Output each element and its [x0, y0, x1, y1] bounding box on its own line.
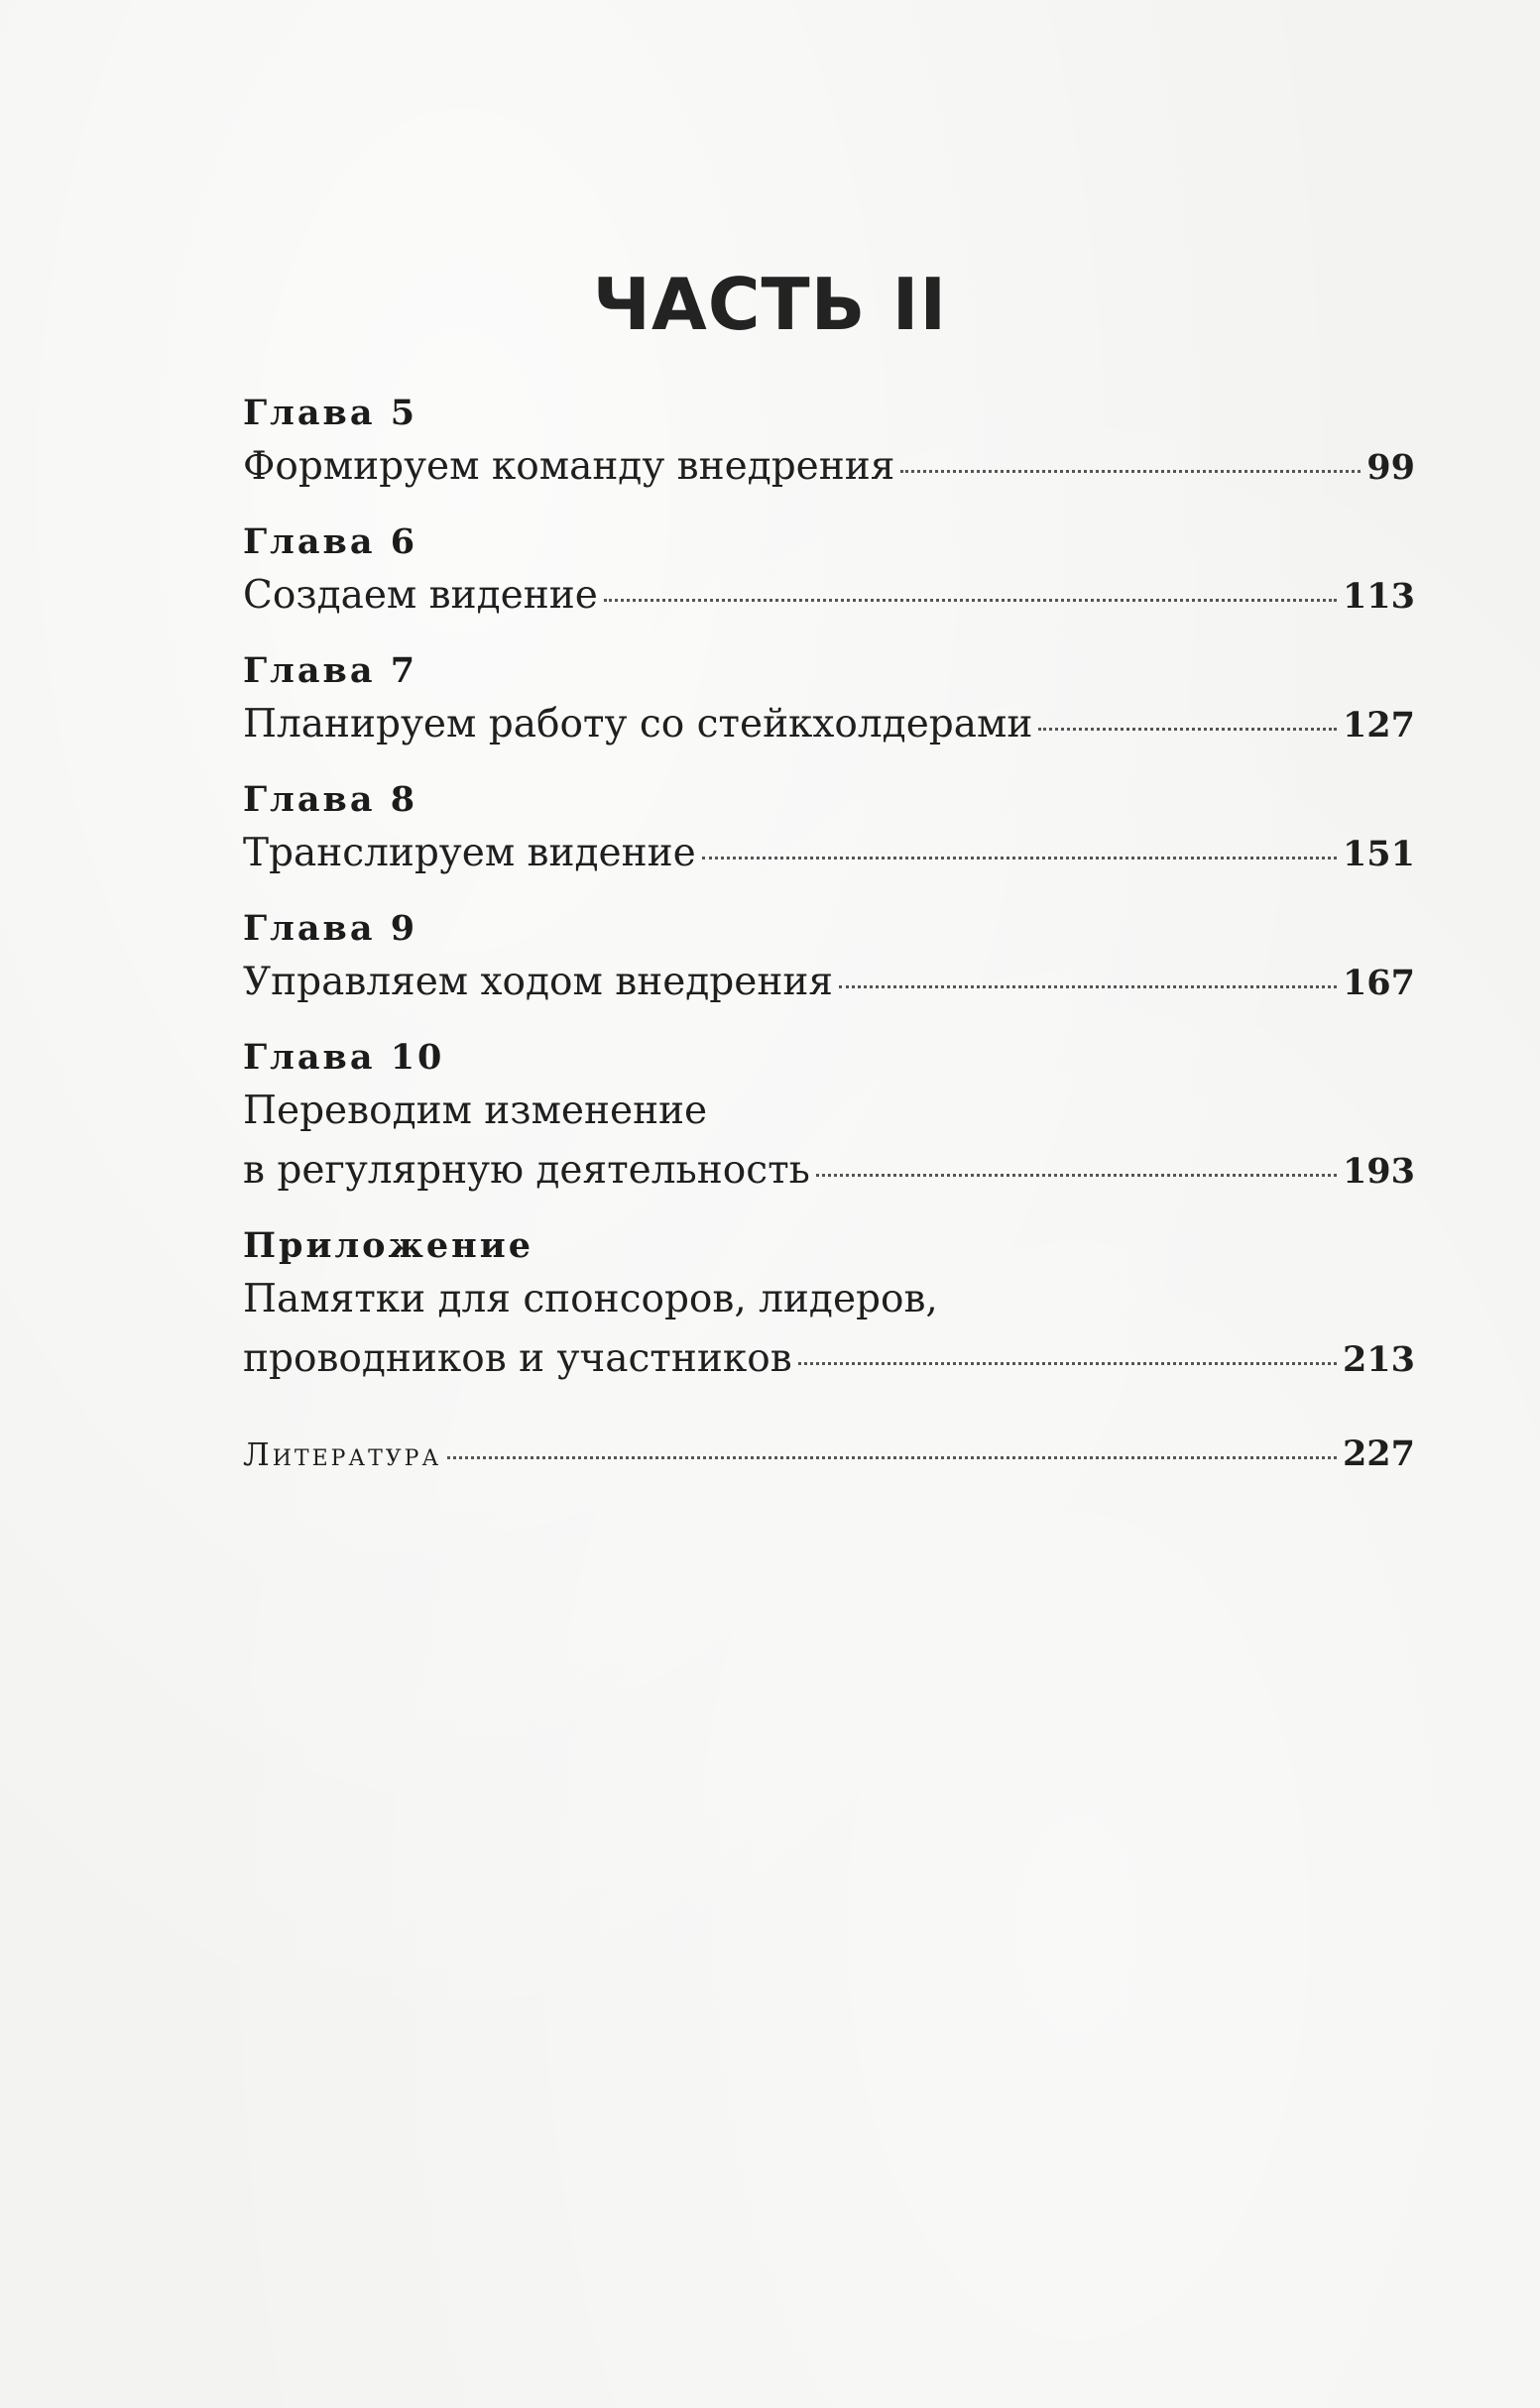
dot-leader: [1038, 728, 1337, 731]
table-of-contents: [243, 390, 1415, 1506]
page-number: 227: [1342, 1433, 1415, 1474]
toc-line: [243, 953, 1415, 1012]
chapter-label: Глава 7: [243, 650, 418, 691]
dot-leader: [816, 1174, 1337, 1177]
page-number: 99: [1366, 447, 1415, 488]
toc-entry-chapter-9: [243, 905, 1415, 1012]
page-number: 193: [1342, 1151, 1415, 1192]
dot-leader: [900, 470, 1361, 473]
toc-line: [243, 824, 1415, 883]
toc-entry-chapter-8: [243, 776, 1415, 883]
toc-line: [243, 1141, 1415, 1201]
toc-entry-chapter-6: [243, 518, 1415, 626]
appendix-title-line-2: проводников и участников: [243, 1336, 792, 1381]
page-number: 127: [1342, 705, 1415, 745]
page-number: 151: [1342, 834, 1415, 874]
toc-line: [243, 1329, 1415, 1389]
chapter-title: Формируем команду внедрения: [243, 444, 895, 489]
chapter-title: Управляем ходом внедрения: [243, 960, 833, 1004]
chapter-label: Глава 8: [243, 779, 418, 820]
toc-line: [243, 1425, 1415, 1484]
chapter-title: Создаем видение: [243, 573, 598, 618]
toc-entry-chapter-5: [243, 390, 1415, 497]
chapter-label: Глава 10: [243, 1037, 445, 1078]
dot-leader: [839, 985, 1337, 988]
toc-entry-appendix: [243, 1222, 1415, 1389]
toc-entry-chapter-7: [243, 647, 1415, 754]
toc-entry-literature: [243, 1425, 1415, 1484]
chapter-title-line-1: Переводим изменение: [243, 1089, 708, 1133]
chapter-label: Глава 6: [243, 521, 418, 562]
literature-title: Литература: [243, 1435, 442, 1473]
dot-leader: [604, 599, 1337, 602]
dot-leader: [798, 1362, 1337, 1365]
dot-leader: [702, 857, 1337, 860]
chapter-title: Планируем работу со стейкхолдерами: [243, 702, 1033, 746]
appendix-title-line-1: Памятки для спонсоров, лидеров,: [243, 1277, 938, 1321]
chapter-label: Глава 5: [243, 393, 418, 433]
chapter-title: Транслируем видение: [243, 831, 696, 875]
toc-entry-chapter-10: [243, 1034, 1415, 1201]
page-number: 167: [1342, 963, 1415, 1003]
toc-line: [243, 566, 1415, 626]
toc-line: [243, 695, 1415, 754]
toc-line: [243, 437, 1415, 497]
chapter-label: Глава 9: [243, 908, 418, 949]
page-number: 213: [1342, 1339, 1415, 1380]
part-title: ЧАСТЬ II: [592, 263, 948, 346]
dot-leader: [447, 1456, 1337, 1459]
chapter-title-line-2: в регулярную деятельность: [243, 1148, 810, 1193]
appendix-label: Приложение: [243, 1225, 533, 1266]
page-number: 113: [1342, 576, 1415, 617]
